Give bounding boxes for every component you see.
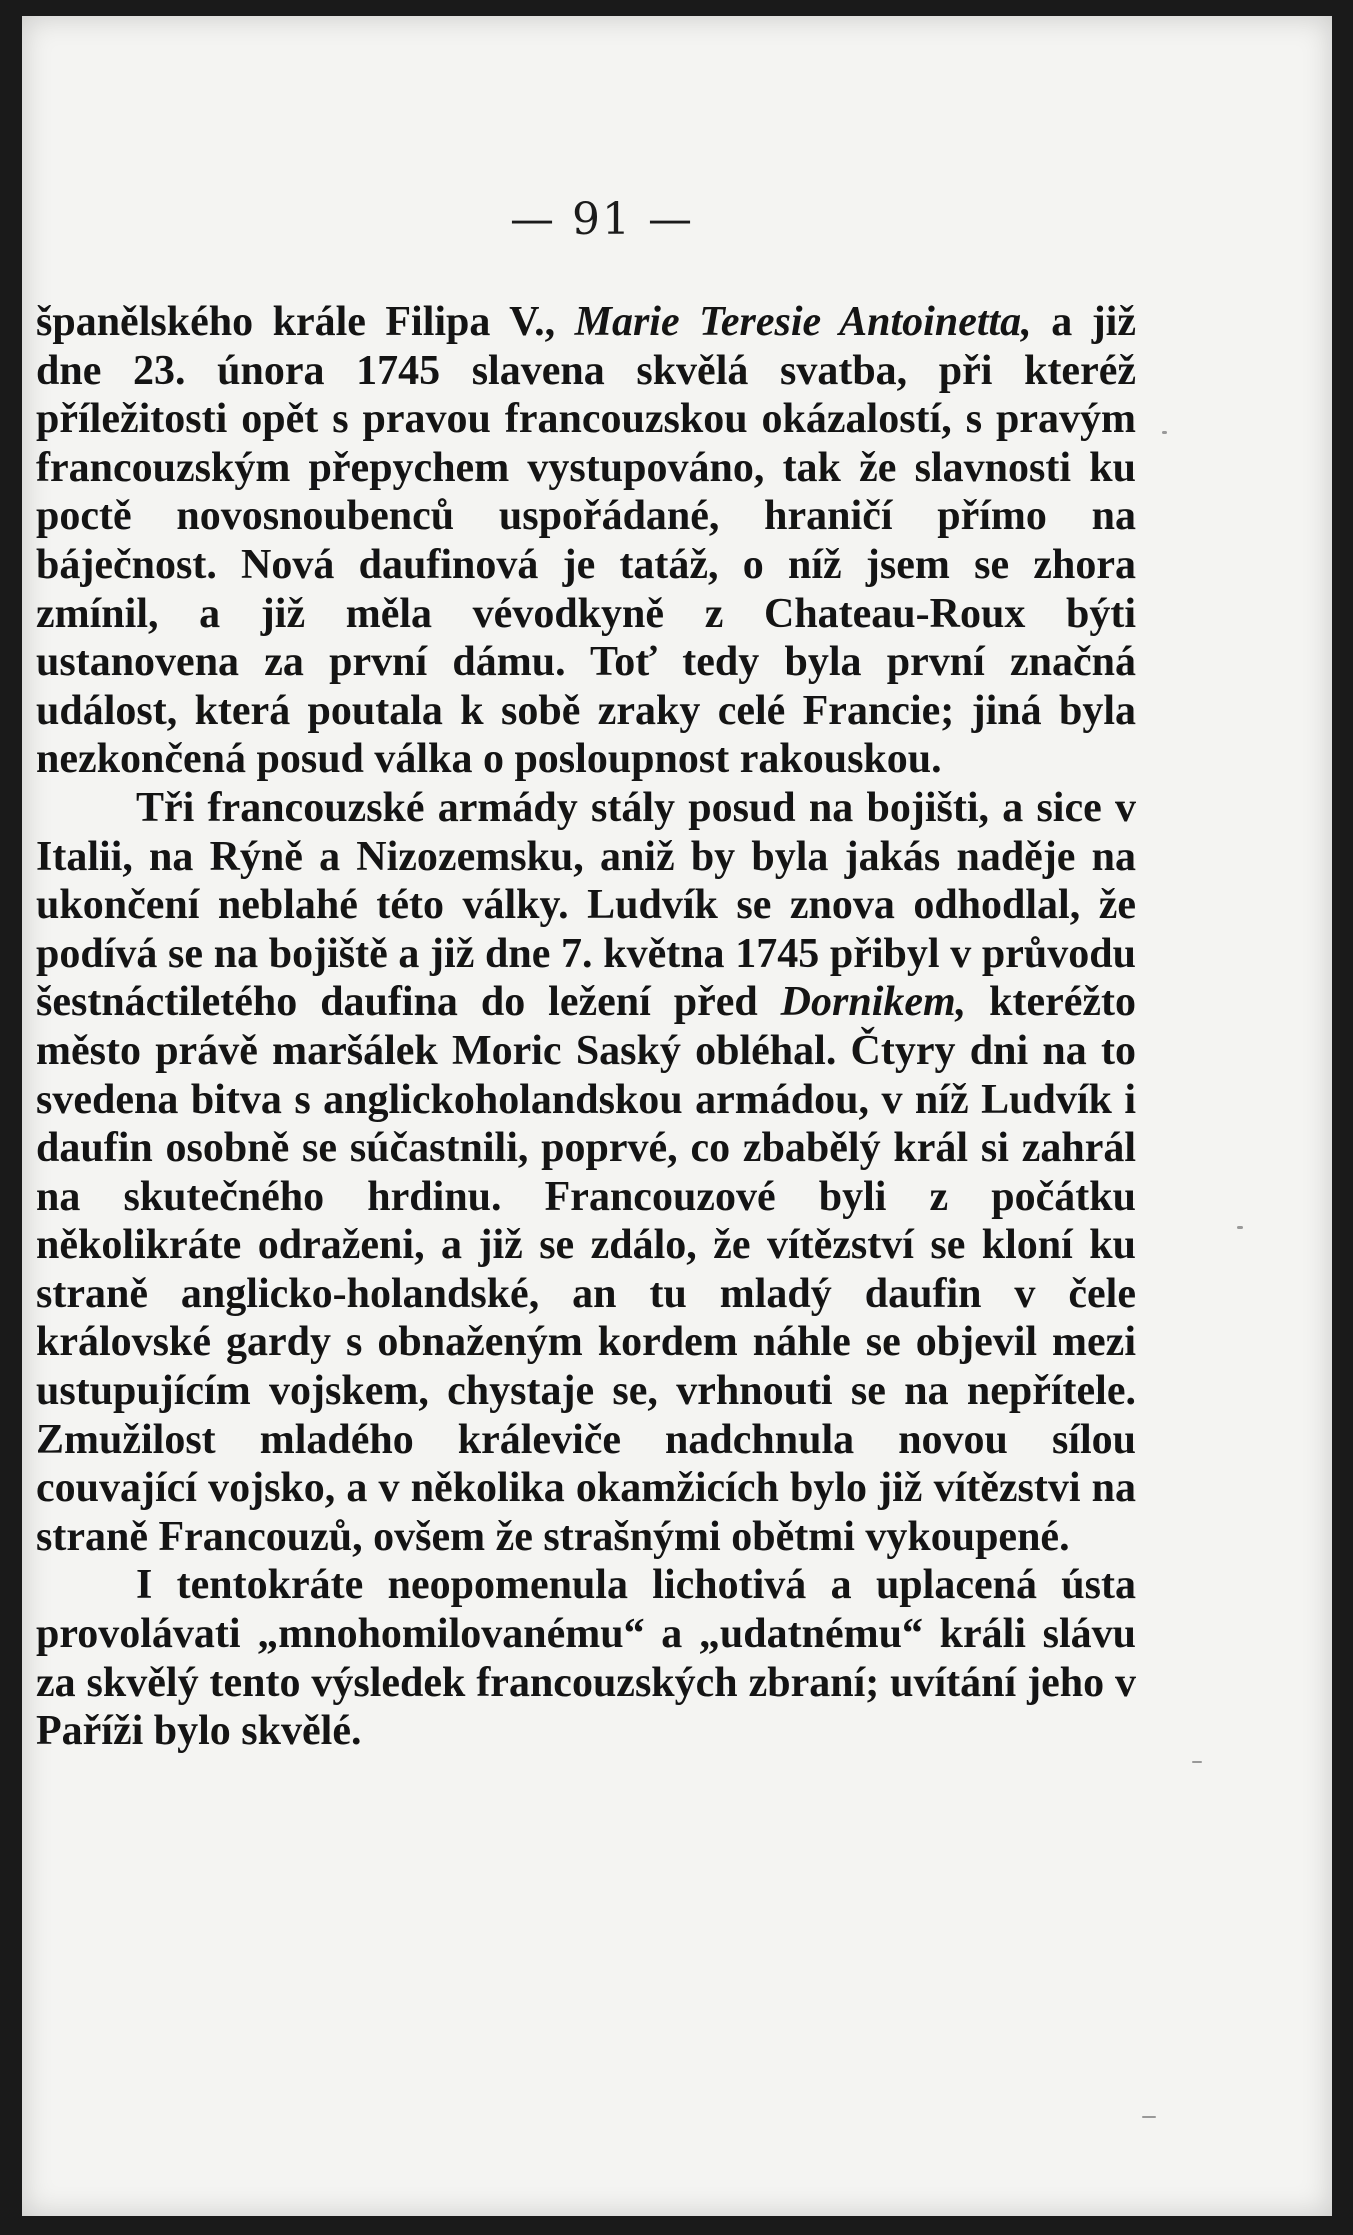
paragraph-2 [36, 784, 1136, 1562]
italic-segment: Dornikem, [780, 979, 967, 1026]
book-page [22, 16, 1332, 2216]
text-segment: Tři francouzské armády stály posud na bojišti, a sice v Italii, na Rýně a Nizozemsku, aniž by byla jakás naděje na ukončení neblahé této války. Ludvík se znova odhodlal, že podívá se na bojiště a již dne 7. května 1745 přibyl v průvodu šestnáctiletého daufina do ležení před [36, 784, 1136, 1026]
page-number: — 91 — [510, 194, 694, 245]
print-speck [1192, 1761, 1202, 1763]
text-segment: kteréžto město právě maršálek Moric Saský obléhal. Čtyry dni na to svedena bitva s anglickoholandskou armádou, v níž Ludvík i daufin osobně se súčastnili, poprvé, co zbabělý král si zahrál na skutečného hrdinu. Francouzové byli z počátku několikráte odraženi, a již se zdálo, že vítězství se kloní ku straně anglicko-holandské, an tu mladý daufin v čele královské gardy s obnaženým kordem náhle se objevil mezi ustupujícím vojskem, chystaje se, vrhnouti se na nepřítele. Zmužilost mladého králeviče nadchnula novou sílou couvající vojsko, a v několika okamžicích bylo již vítězstvi na straně Francouzů, ovšem že strašnými obětmi vykoupené. [36, 979, 1137, 1560]
print-speck [1162, 431, 1167, 434]
print-speck [1237, 1226, 1243, 1229]
body-text [36, 298, 1136, 1756]
text-segment: španělského krále Filipa V., [36, 299, 575, 345]
print-speck [1142, 2116, 1156, 2118]
text-segment: a již dne 23. února 1745 slavena skvělá svatba, při kteréž příležitosti opět s pravou francouzskou okázalostí, s pravým francouzským přepychem vystupováno, tak že slavnosti ku poctě novosnoubenců uspořádané, hraničí přímo na báječnost. Nová daufinová je tatáž, o níž jsem se zhora zmínil, a již měla vévodkyně z Chateau-Roux býti ustanovena za první dámu. Toť tedy byla první značná událost, která poutala k sobě zraky celé Francie; jiná byla nezkončená posud válka o posloupnost rakouskou. [36, 299, 1136, 783]
italic-segment: Marie Teresie Antoinetta, [574, 299, 1032, 345]
paragraph-3 [36, 1561, 1136, 1755]
text-segment: I tentokráte neopomenula lichotivá a uplacená ústa provolávati „mnohomilovanému“ a „udatnému“ králi slávu za skvělý tento výsledek francouzských zbraní; uvítání jeho v Paříži bylo skvělé. [36, 1562, 1136, 1755]
paragraph-1 [36, 298, 1136, 784]
